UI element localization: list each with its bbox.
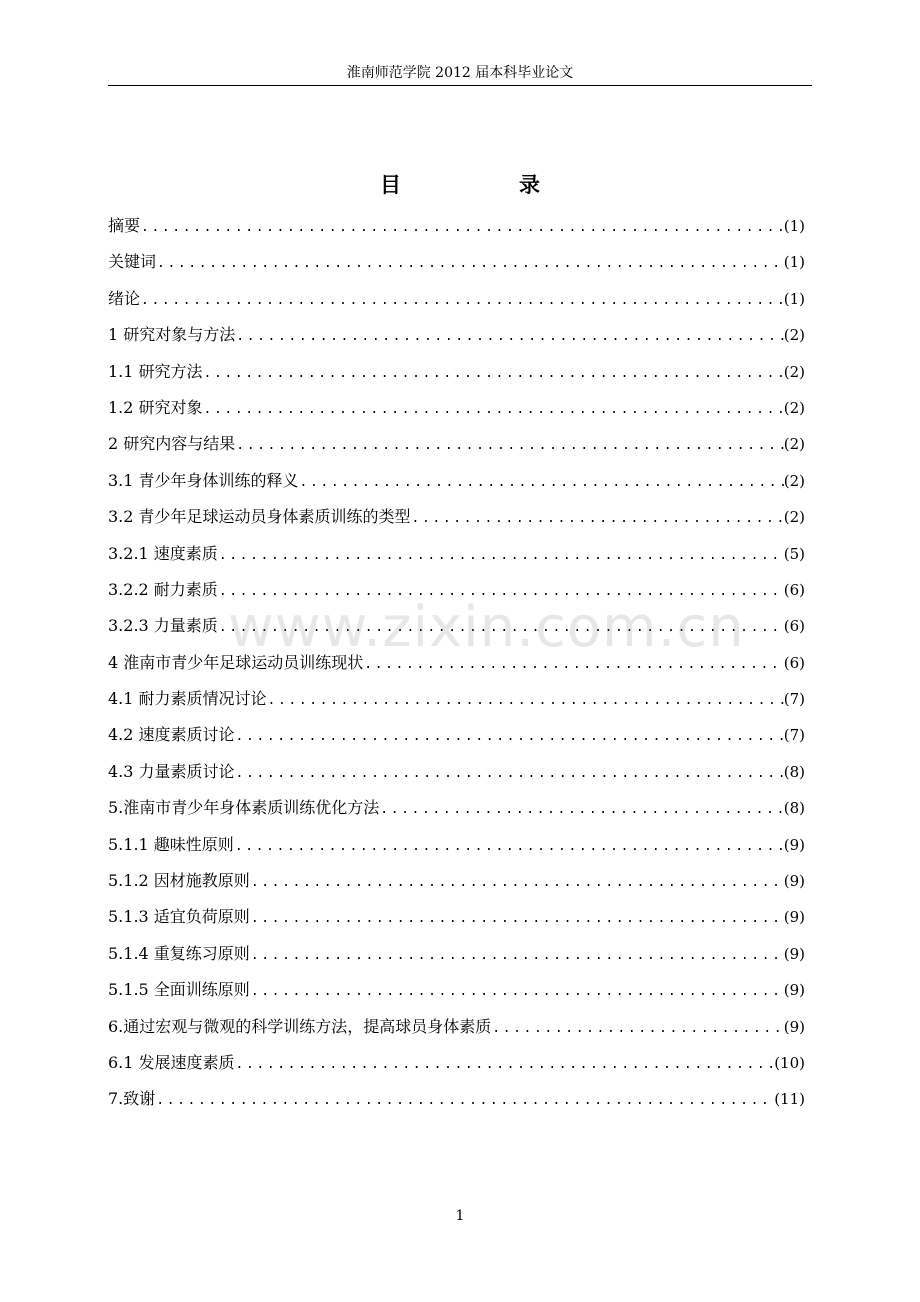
toc-leader-dots — [156, 246, 784, 280]
toc-entry[interactable] — [108, 244, 805, 280]
toc-leader-dots — [250, 938, 784, 972]
page-number: 1 — [455, 1208, 465, 1224]
toc-leader-dots — [250, 901, 784, 935]
toc-leader-dots — [250, 865, 784, 899]
toc-entry[interactable] — [108, 463, 805, 499]
toc-title-left: 目 — [380, 172, 401, 197]
toc-entry-label: 3.1 青少年身体训练的释义 — [108, 470, 299, 490]
toc-leader-dots — [218, 538, 784, 572]
toc-leader-dots — [235, 319, 783, 353]
toc-entry-page: (2) — [783, 326, 805, 345]
toc-entry[interactable] — [108, 790, 805, 826]
toc-entry-label: 1.1 研究方法 — [108, 361, 203, 381]
toc-entry[interactable] — [108, 1045, 805, 1081]
toc-leader-dots — [235, 756, 784, 790]
toc-entry-label: 关键词 — [108, 252, 157, 272]
toc-leader-dots — [235, 1047, 775, 1081]
toc-entry-page: (10) — [774, 1053, 805, 1072]
toc-entry-page: (7) — [783, 726, 805, 745]
toc-entry-page: (8) — [783, 799, 805, 818]
toc-leader-dots — [411, 501, 784, 535]
toc-entry-page: (9) — [783, 835, 805, 854]
toc-entry[interactable] — [108, 827, 805, 863]
toc-entry[interactable] — [108, 354, 805, 390]
toc-leader-dots — [267, 683, 784, 717]
toc-leader-dots — [218, 610, 784, 644]
toc-entry-page: (9) — [783, 872, 805, 891]
toc-entry-page: (2) — [783, 435, 805, 454]
toc-leader-dots — [235, 428, 783, 462]
toc-entry-label: 5.1.4 重复练习原则 — [108, 943, 250, 963]
toc-leader-dots — [250, 974, 784, 1008]
toc-entry-label: 1 研究对象与方法 — [108, 325, 236, 345]
toc-leader-dots — [140, 283, 784, 317]
toc-leader-dots — [203, 356, 784, 390]
toc-entry-page: (2) — [783, 508, 805, 527]
toc-leader-dots — [235, 719, 784, 753]
toc-entry[interactable] — [108, 317, 805, 353]
toc-entry-page: (9) — [783, 981, 805, 1000]
toc-entry-label: 3.2.3 力量素质 — [108, 616, 218, 636]
toc-entry-label: 1.2 研究对象 — [108, 397, 203, 417]
toc-entry[interactable] — [108, 426, 805, 462]
toc-entry[interactable] — [108, 936, 805, 972]
toc-entry-page: (1) — [783, 253, 805, 272]
header-rule — [108, 85, 812, 86]
toc-title-right: 录 — [519, 172, 540, 197]
toc-entry-label: 3.2.2 耐力素质 — [108, 579, 218, 599]
toc-entry[interactable] — [108, 972, 805, 1008]
toc-entry-page: (2) — [783, 471, 805, 490]
toc-entry[interactable] — [108, 1081, 805, 1117]
toc-entry-label: 4 淮南市青少年足球运动员训练现状 — [108, 652, 364, 672]
toc-entry[interactable] — [108, 754, 805, 790]
toc-entry[interactable] — [108, 1009, 805, 1045]
toc-entry[interactable] — [108, 208, 805, 244]
toc-entry-label: 3.2 青少年足球运动员身体素质训练的类型 — [108, 507, 411, 527]
toc-entry-label: 7.致谢 — [108, 1089, 156, 1109]
table-of-contents — [108, 208, 805, 1118]
toc-entry[interactable] — [108, 536, 805, 572]
toc-entry-label: 5.1.1 趣味性原则 — [108, 834, 234, 854]
toc-entry-label: 4.1 耐力素质情况讨论 — [108, 689, 267, 709]
toc-entry-label: 4.2 速度素质讨论 — [108, 725, 235, 745]
toc-entry-label: 4.3 力量素质讨论 — [108, 761, 235, 781]
toc-entry-label: 5.1.2 因材施教原则 — [108, 871, 250, 891]
watermark: www.zixin.com.cn — [228, 595, 745, 660]
toc-entry-page: (2) — [783, 362, 805, 381]
running-header: 淮南师范学院 2012 届本科毕业论文 — [346, 65, 574, 81]
toc-leader-dots — [155, 1083, 774, 1117]
toc-entry-label: 6.1 发展速度素质 — [108, 1052, 235, 1072]
toc-entry[interactable] — [108, 681, 805, 717]
toc-entry[interactable] — [108, 499, 805, 535]
toc-entry-page: (6) — [783, 580, 805, 599]
toc-entry-page: (7) — [783, 690, 805, 709]
toc-entry[interactable] — [108, 717, 805, 753]
toc-entry-label: 摘要 — [108, 216, 141, 235]
toc-entry-page: (2) — [783, 398, 805, 417]
toc-leader-dots — [234, 829, 784, 863]
toc-entry-page: (9) — [783, 908, 805, 927]
toc-entry[interactable] — [108, 899, 805, 935]
toc-entry-page: (6) — [783, 617, 805, 636]
toc-entry-page: (9) — [783, 944, 805, 963]
toc-entry-label: 6.通过宏观与微观的科学训练方法，提高球员身体素质 — [108, 1016, 492, 1036]
toc-entry-label: 3.2.1 速度素质 — [108, 543, 218, 563]
toc-entry-label: 5.淮南市青少年身体素质训练优化方法 — [108, 798, 380, 818]
toc-leader-dots — [299, 465, 784, 499]
toc-entry-label: 2 研究内容与结果 — [108, 434, 236, 454]
toc-entry[interactable] — [108, 863, 805, 899]
toc-entry-page: (5) — [783, 544, 805, 563]
toc-entry-label: 5.1.3 适宜负荷原则 — [108, 907, 250, 927]
toc-entry-page: (11) — [774, 1090, 805, 1109]
toc-entry[interactable] — [108, 608, 805, 644]
toc-leader-dots — [203, 392, 784, 426]
toc-entry[interactable] — [108, 390, 805, 426]
toc-entry[interactable] — [108, 281, 805, 317]
toc-entry-page: (9) — [783, 1017, 805, 1036]
toc-leader-dots — [218, 574, 784, 608]
toc-entry-page: (1) — [783, 289, 805, 308]
toc-title — [0, 170, 920, 200]
toc-leader-dots — [379, 792, 783, 826]
toc-entry-label: 5.1.5 全面训练原则 — [108, 980, 250, 1000]
toc-entry-page: (1) — [783, 217, 805, 235]
toc-entry-page: (8) — [783, 762, 805, 781]
toc-entry[interactable] — [108, 645, 805, 681]
toc-leader-dots — [140, 210, 784, 244]
toc-leader-dots — [363, 647, 783, 681]
toc-leader-dots — [491, 1011, 783, 1045]
toc-entry-page: (6) — [783, 653, 805, 672]
toc-entry[interactable] — [108, 572, 805, 608]
toc-entry-label: 绪论 — [108, 288, 141, 308]
